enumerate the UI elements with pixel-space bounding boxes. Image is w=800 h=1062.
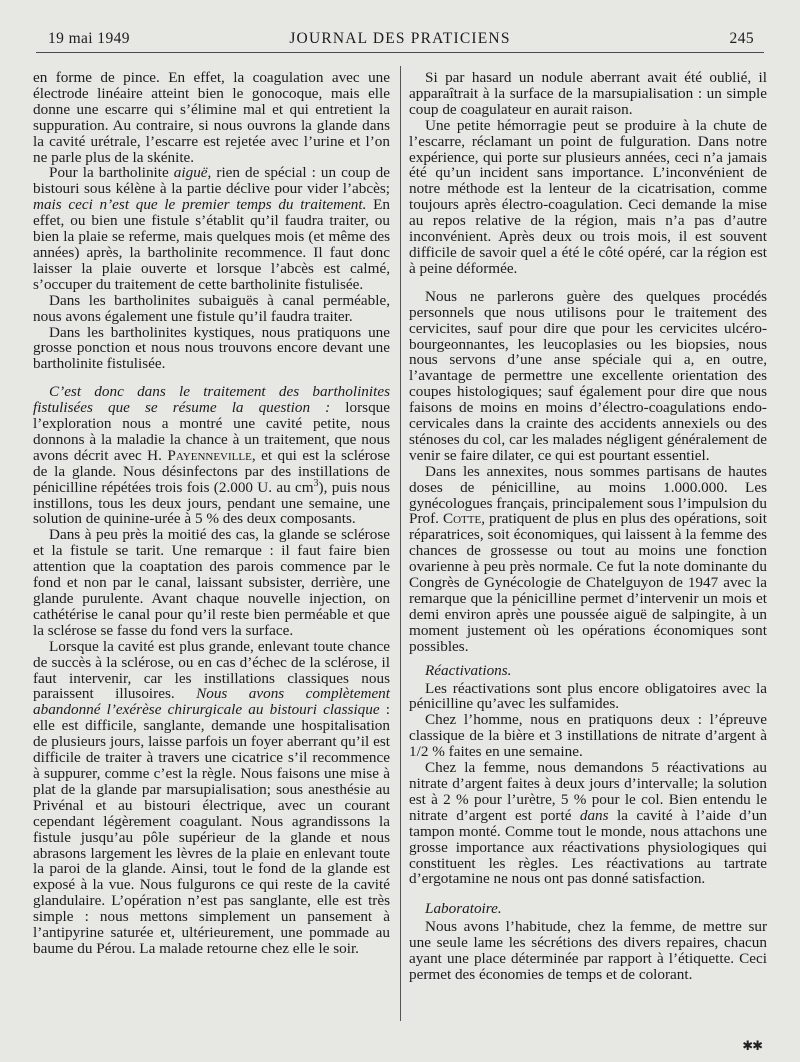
section-heading: Réactivations.	[425, 661, 512, 679]
running-header	[36, 26, 764, 53]
issue-date: 19 mai 1949	[48, 30, 130, 47]
paragraph: Dans les annexites, nous sommes partisans de hautes doses de pénicilline, au moins 1.000.000. Les gynécologues français, principalement sous l’impulsion du Prof. Cotte, pratiquent de plus en plus des opérations, soit réparatrices, soit économiques, qui laissent à la femme des chances de grossesse ou tout au moins une fonction ovarienne à peu près normale. Ce fut la note dominante du Congrès de Gynécologie de Chatelguyon de 1947 avec la remarque que la pénicilline permet d’intervenir un mois et demi environ après une poussée aiguë de salpingite, à un moment justement où les opérations économiques sont possibles.	[409, 462, 767, 655]
paragraph: Nous avons l’habitude, chez la femme, de mettre sur une seule lame les sécrétions des divers repaires, chacun ayant une place déterminée par rapport à l’étiquette. Ceci permet des économies de temps et de colorant.	[409, 918, 767, 983]
journal-title: JOURNAL DES PRATICIENS	[289, 30, 511, 47]
section-heading: Laboratoire.	[425, 900, 502, 918]
right-column	[409, 70, 767, 983]
paragraph: Chez la femme, nous demandons 5 réactivations au nitrate d’argent faites à deux jours d’intervalle; la solution est à 2 % pour l’urètre, 5 % pour le col. Bien entendu le nitrate d’argent est porté dans la cavité à l’aide d’un tampon monté. Comme tout le monde, nous attachons une grosse importance aux réactivations physiologiques qui constituent les règles. Les réactivations au tartrate d’ergotamine ne nous ont pas donné satisfaction.	[409, 759, 767, 888]
paragraph: Nous ne parlerons guère des quelques procédés personnels que nous utilisons pour le traitement des cervicites, sauf pour dire que pour les cervicites ulcéro-bourgeonnantes, les leucoplasies ou les biopsies, nous nous servons d’une anse spéciale qui a, en outre, l’avantage de permettre une excellente orientation des coupes histologiques; sauf également pour dire que nous faisons de moins en moins d’électro-coagulations endo-cervicales dans la crainte des accidents annexiels ou des sténoses du col, car les malades négligent généralement de venir se faire dilater, ce qui est pourtant essentiel.	[409, 287, 767, 464]
paragraph: Pour la bartholinite aiguë, rien de spécial : un coup de bistouri sous kélène à la partie déclive pour vider l’abcès; mais ceci n’est que le premier temps du traitement. En effet, ou bien une fistule s’établit qu’il faudra traiter, ou bien la plaie se referme, mais quelques mois (et même des années) après, la bartholinite recommence. Il faut donc laisser la plaie ouverte et lorsque l’abcès est calmé, s’occuper du traitement de cette bartholinite fistulisée.	[33, 164, 390, 293]
paragraph: en forme de pince. En effet, la coagulation avec une électrode linéaire atteint bien le gonocoque, mais elle donne une escarre qui s’élimine mal et qui entretient la suppuration. Au contraire, si nous ouvrons la glande dans la cavité urétrale, l’escarre est rejetée avec l’urine et l’on ne parle plus de la skénite.	[33, 69, 390, 166]
column-divider	[400, 66, 401, 1021]
paragraph: Si par hasard un nodule aberrant avait été oublié, il apparaîtrait à la surface de la marsupialisation : un simple coup de coagulateur en aurait raison.	[409, 69, 767, 118]
paragraph: Lorsque la cavité est plus grande, enlevant toute chance de succès à la sclérose, ou en cas d’échec de la sclérose, il faut intervenir, car les instillations classiques nous paraissent illusoires. Nous avons complètement abandonné l’exérèse chirurgicale au bistouri classique : elle est difficile, sanglante, demande une hospitalisation de plusieurs jours, laisse parfois un foyer aberrant qu’il est difficile de traiter à travers une cicatrice s’il recommence à suppurer, comme c’est la règle. Nous faisons une mise à plat de la glande par marsupialisation; sous anesthésie au Privénal et au bistouri électrique, avec un courant cependant légèrement coagulant. Nous agrandissons la fistule jusqu’au pôle supérieur de la glande et nous abrasons largement les lèvres de la plaie en enlevant toute la paroi de la glande. Ainsi, tout le fond de la glande est exposé à la vue. Nous fulgurons ce qui reste de la cavité glandulaire. L’opération n’est pas sanglante, elle est très simple : nous mettons simplement un pansement à l’antipyrine saturée et, ultérieurement, une pommade au baume du Pérou. La malade retourne chez elle le soir.	[33, 637, 390, 957]
paragraph: Chez l’homme, nous en pratiquons deux : l’épreuve classique de la bière et 3 instillations de nitrate d’argent à 1/2 % faites en une semaine.	[409, 711, 767, 761]
paragraph: Les réactivations sont plus encore obligatoires avec la pénicilline qu’avec les sulfamides.	[409, 679, 767, 713]
footer-mark: ✱✱	[742, 1038, 762, 1053]
left-column	[33, 70, 390, 957]
paragraph: Dans les bartholinites subaiguës à canal perméable, nous avons également une fistule qu’il faudra traiter.	[33, 291, 390, 325]
page-number: 245	[729, 30, 754, 47]
paragraph: Dans les bartholinites kystiques, nous pratiquons une grosse ponction et nous nous trouvons encore devant une bartholinite fistulisée.	[33, 323, 390, 373]
paragraph: C’est donc dans le traitement des bartholinites fistulisées que se résume la question : lorsque l’exploration nous a montré une cavité petite, nous donnons à la maladie la chance à un traitement, que nous avons décrit avec H. Payenneville, et qui est la sclérose de la glande. Nous désinfectons par des instillations de pénicilline répétées trois fois (2.000 U. au $cm^3$), puis nous instillons, tous les deux jours, pendant une semaine, une solution de quinine-urée à 5 % des deux composants.	[33, 383, 390, 528]
paragraph: Dans à peu près la moitié des cas, la glande se sclérose et la fistule se tarit. Une remarque : il faut faire bien attention que la coaptation des parois commence par le fond et non par le canal, laissant subsister, derrière, une glande purulente. Avant chaque nouvelle injection, on cathétérise le canal pour qu’il reste bien perméable et que la sclérose se fasse du fond vers la surface.	[33, 526, 390, 639]
paragraph: Une petite hémorragie peut se produire à la chute de l’escarre, réclamant un point de fulguration. Dans notre expérience, qui porte sur plusieurs années, ceci n’a jamais été qu’un incident sans importance. L’inconvénient de notre méthode est la lenteur de la cicatrisation, comme toujours après électro-coagulation. Ceci demande la mise au repos relative de la région, mais n’a pas d’autre inconvénient. Après deux ou trois mois, il est souvent difficile de savoir quel a été le côté opéré, car la région est à peine déformée.	[409, 116, 767, 277]
